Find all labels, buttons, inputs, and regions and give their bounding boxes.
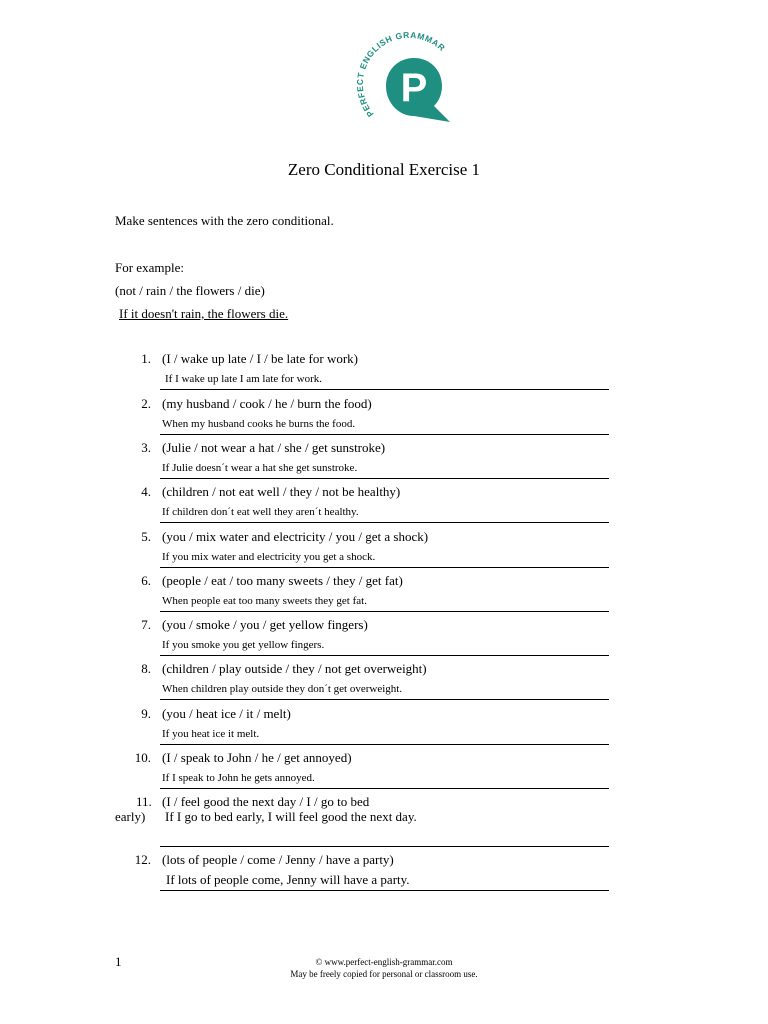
item-prompt: (I / wake up late / I / be late for work): [162, 351, 359, 366]
item-prompt-continued: early): [115, 809, 146, 824]
perfect-english-grammar-logo: [352, 28, 458, 134]
footer-license: May be freely copied for personal or classroom use.: [290, 969, 478, 979]
item-number: 12.: [134, 852, 151, 867]
answer-line: [160, 788, 609, 789]
answer-line: [160, 567, 609, 568]
item-answer: If I speak to John he gets annoyed.: [162, 772, 315, 784]
item-number: 1.: [141, 351, 151, 366]
item-prompt: (I / speak to John / he / get annoyed): [162, 750, 352, 765]
svg-text:P: P: [400, 66, 428, 110]
example-label: For example:: [115, 260, 184, 275]
answer-line: [160, 478, 609, 479]
item-prompt: (lots of people / come / Jenny / have a party): [162, 852, 394, 867]
example-answer: If it doesn't rain, the flowers die.: [119, 306, 289, 321]
item-number: 6.: [141, 573, 151, 588]
answer-line: [160, 890, 609, 891]
item-number: 3.: [141, 440, 151, 455]
answer-line: [160, 389, 609, 390]
item-number: 11.: [136, 794, 152, 809]
item-prompt: (you / smoke / you / get yellow fingers): [162, 617, 368, 632]
page-title: Zero Conditional Exercise 1: [287, 160, 481, 179]
item-answer: If you smoke you get yellow fingers.: [162, 639, 325, 651]
answer-line: [160, 846, 609, 847]
item-prompt: (my husband / cook / he / burn the food): [162, 396, 372, 411]
answer-line: [160, 434, 609, 435]
answer-line: [160, 744, 609, 745]
footer: [0, 956, 768, 980]
item-number: 9.: [141, 706, 151, 721]
answer-line: [160, 655, 609, 656]
item-answer: If you mix water and electricity you get a shock.: [162, 551, 376, 563]
instruction-text: Make sentences with the zero conditional.: [115, 213, 334, 228]
item-answer: If I go to bed early, I will feel good the next day.: [165, 809, 417, 824]
answer-line: [160, 611, 609, 612]
item-answer: If children don´t eat well they aren´t healthy.: [162, 506, 359, 518]
item-answer: When people eat too many sweets they get fat.: [162, 595, 367, 607]
item-prompt: (children / not eat well / they / not be healthy): [162, 484, 401, 499]
logo-icon: [352, 28, 458, 134]
example-prompt: (not / rain / the flowers / die): [115, 283, 265, 298]
footer-website: © www.perfect-english-grammar.com: [315, 957, 453, 967]
item-answer: If Julie doesn´t wear a hat she get sunstroke.: [162, 462, 358, 474]
item-prompt: (Julie / not wear a hat / she / get sunstroke): [162, 440, 386, 455]
item-prompt: (you / mix water and electricity / you / get a shock): [162, 529, 429, 544]
item-number: 5.: [141, 529, 151, 544]
item-answer: If lots of people come, Jenny will have a party.: [166, 872, 410, 887]
item-prompt: (I / feel good the next day / I / go to bed: [162, 794, 370, 809]
item-number: 8.: [141, 661, 151, 676]
answer-line: [160, 522, 609, 523]
item-prompt: (you / heat ice / it / melt): [162, 706, 291, 721]
item-answer: When my husband cooks he burns the food.: [162, 418, 356, 430]
item-prompt: (children / play outside / they / not get overweight): [162, 661, 427, 676]
answer-line: [160, 699, 609, 700]
item-number: 2.: [141, 396, 151, 411]
page-number: 1: [115, 954, 122, 969]
item-number: 4.: [141, 484, 151, 499]
item-answer: When children play outside they don´t get overweight.: [162, 683, 403, 695]
item-prompt: (people / eat / too many sweets / they / get fat): [162, 573, 403, 588]
svg-text:PERFECT ENGLISH GRAMMAR: PERFECT ENGLISH GRAMMAR: [354, 29, 448, 119]
item-answer: If you heat ice it melt.: [162, 728, 260, 740]
item-answer: If I wake up late I am late for work.: [165, 373, 322, 385]
item-number: 10.: [134, 750, 151, 765]
item-number: 7.: [141, 617, 151, 632]
